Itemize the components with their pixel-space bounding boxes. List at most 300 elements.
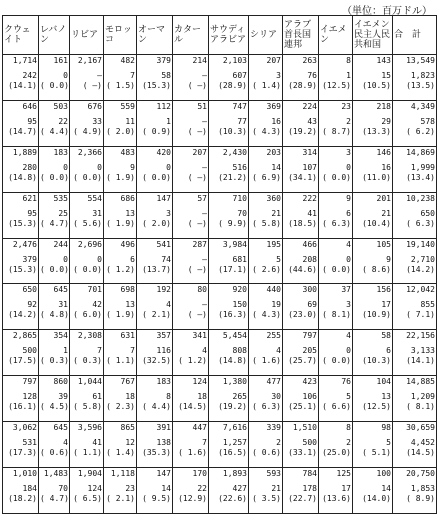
- table-cell: [3, 468, 39, 514]
- total-value: 201: [376, 193, 391, 203]
- table-cell: [39, 55, 70, 101]
- header-row: [3, 16, 437, 55]
- percent-value: ( 8.7): [322, 126, 351, 136]
- table-cell: [283, 330, 319, 376]
- sub-value: 18: [197, 392, 207, 402]
- table-cell: [319, 238, 353, 284]
- total-value: 710: [232, 193, 247, 203]
- table-cell: [70, 55, 104, 101]
- table-cell: [3, 376, 39, 422]
- percent-value: ( 2.0): [106, 126, 135, 136]
- table-cell: [283, 192, 319, 238]
- percent-value: ( 0.3): [40, 356, 69, 366]
- percent-value: ( —): [187, 81, 207, 90]
- total-value: 1,010: [12, 469, 37, 479]
- total-value: 698: [120, 285, 135, 295]
- total-value: 860: [53, 377, 68, 387]
- percent-value: ( 1.5): [106, 81, 135, 90]
- sub-value: —: [202, 254, 207, 264]
- total-value: 676: [87, 101, 102, 111]
- percent-value: ( 6.3): [406, 218, 435, 228]
- total-value: 1,510: [292, 423, 317, 433]
- total-value: 214: [192, 56, 207, 65]
- table-cell: [70, 146, 104, 192]
- total-value: 391: [156, 423, 171, 433]
- table-cell: [70, 330, 104, 376]
- total-value: 1,889: [12, 147, 37, 157]
- percent-value: ( —): [187, 310, 207, 320]
- sub-value: 76: [307, 71, 317, 80]
- percent-value: ( 8.1): [322, 310, 351, 320]
- sub-value: 25: [58, 208, 68, 218]
- percent-value: ( 1.2): [106, 264, 135, 274]
- sub-value: 7: [202, 438, 207, 448]
- sub-value: 4: [276, 346, 281, 356]
- sub-value: 16: [381, 162, 391, 172]
- total-value: 124: [192, 377, 207, 387]
- percent-value: (14.0): [362, 494, 391, 504]
- total-value: 287: [192, 239, 207, 249]
- percent-value: ( 5.6): [73, 218, 102, 228]
- table-cell: [209, 468, 249, 514]
- percent-value: ( 0.0): [322, 172, 351, 182]
- sub-value: 21: [271, 208, 281, 218]
- percent-value: ( 0.0): [40, 264, 69, 274]
- sub-value: 855: [420, 300, 435, 310]
- total-value: 23: [341, 101, 351, 111]
- total-value: 447: [192, 423, 207, 433]
- percent-value: ( 0.9): [142, 126, 171, 136]
- percent-value: (13.5): [406, 81, 435, 90]
- total-value: 466: [302, 239, 317, 249]
- sub-value: 681: [232, 254, 247, 264]
- table-cell: [104, 330, 137, 376]
- total-value: 19,140: [406, 239, 435, 249]
- percent-value: (10.5): [362, 81, 391, 90]
- total-value: 2,308: [77, 331, 102, 341]
- total-value: 147: [156, 469, 171, 479]
- percent-value: ( —): [187, 172, 207, 182]
- total-value: 3,984: [222, 239, 247, 249]
- table-cell: [319, 422, 353, 468]
- percent-value: ( 0.0): [73, 264, 102, 274]
- percent-value: ( 0.6): [252, 448, 281, 458]
- sub-value: 69: [307, 300, 317, 310]
- sub-value: 0: [63, 162, 68, 172]
- sub-value: 379: [22, 254, 37, 264]
- table-cell: [249, 238, 283, 284]
- total-value: 147: [156, 193, 171, 203]
- total-value: 183: [156, 377, 171, 387]
- percent-value: (13.6): [322, 494, 351, 504]
- table-cell: [39, 238, 70, 284]
- total-value: 747: [232, 101, 247, 111]
- table-cell: [104, 100, 137, 146]
- sub-value: 13: [125, 208, 135, 218]
- sub-value: 184: [22, 484, 37, 494]
- percent-value: ( 1.9): [106, 172, 135, 182]
- percent-value: ( 9.9): [218, 218, 247, 228]
- total-value: 4: [346, 239, 351, 249]
- total-value: 1,380: [222, 377, 247, 387]
- total-value: 98: [381, 423, 391, 433]
- total-value: 224: [302, 101, 317, 111]
- total-value: 4,349: [410, 101, 435, 111]
- table-cell: [137, 100, 173, 146]
- sub-value: 124: [87, 484, 102, 494]
- sub-value: 21: [381, 208, 391, 218]
- percent-value: ( 0.0): [322, 356, 351, 366]
- percent-value: ( 4.5): [40, 402, 69, 412]
- table-cell: [283, 146, 319, 192]
- sub-value: 11: [125, 116, 135, 126]
- percent-value: (21.2): [218, 172, 247, 182]
- percent-value: (18.5): [288, 218, 317, 228]
- percent-value: ( 4.9): [73, 126, 102, 136]
- percent-value: ( 4.7): [40, 218, 69, 228]
- total-value: 645: [53, 423, 68, 433]
- sub-value: 1,853: [410, 484, 435, 494]
- percent-value: (14.8): [8, 172, 37, 182]
- table-cell: [249, 422, 283, 468]
- percent-value: (14.2): [8, 310, 37, 320]
- total-value: 2,103: [222, 56, 247, 65]
- sub-value: 178: [302, 484, 317, 494]
- total-value: 7,616: [222, 423, 247, 433]
- total-value: 1,044: [77, 377, 102, 387]
- percent-value: ( 1.2): [178, 356, 207, 366]
- table-cell: [209, 192, 249, 238]
- table-cell: [319, 100, 353, 146]
- percent-value: (12.5): [362, 402, 391, 412]
- table-cell: [249, 330, 283, 376]
- total-value: 143: [376, 56, 391, 65]
- table-row: [3, 55, 437, 101]
- total-value: 379: [156, 56, 171, 65]
- percent-value: (25.0): [322, 448, 351, 458]
- table-cell: [249, 55, 283, 101]
- percent-value: ( 2.3): [106, 402, 135, 412]
- total-value: 161: [53, 56, 68, 65]
- total-value: 156: [376, 285, 391, 295]
- sub-value: 3: [166, 208, 171, 218]
- sub-value: 107: [302, 162, 317, 172]
- percent-value: (14.2): [406, 264, 435, 274]
- sub-value: 531: [22, 438, 37, 448]
- total-value: 9: [346, 193, 351, 203]
- percent-value: (35.3): [142, 448, 171, 458]
- table-cell: [70, 284, 104, 330]
- percent-value: (17.1): [218, 264, 247, 274]
- total-value: 51: [197, 101, 207, 111]
- percent-value: ( 5.8): [252, 218, 281, 228]
- table-cell: [209, 330, 249, 376]
- column-header: アラブ首長国連邦: [283, 16, 319, 55]
- table-row: [3, 330, 437, 376]
- sub-value: 5: [386, 438, 391, 448]
- percent-value: ( 2.6): [252, 264, 281, 274]
- table-cell: [173, 55, 209, 101]
- percent-value: ( 1.4): [106, 448, 135, 458]
- percent-value: (10.3): [362, 356, 391, 366]
- total-value: 2,865: [12, 331, 37, 341]
- table-row: [3, 146, 437, 192]
- sub-value: 150: [232, 300, 247, 310]
- column-header: リビア: [70, 16, 104, 55]
- table-cell: [249, 284, 283, 330]
- table-cell: [137, 422, 173, 468]
- percent-value: ( 0.0): [73, 172, 102, 182]
- sub-value: 1: [63, 346, 68, 356]
- total-value: 30,659: [406, 423, 435, 433]
- sub-value: 500: [302, 438, 317, 448]
- sub-value: 14: [161, 484, 171, 494]
- table-cell: [70, 468, 104, 514]
- sub-value: —: [97, 71, 102, 80]
- total-value: 784: [302, 469, 317, 479]
- sub-value: 1,999: [410, 162, 435, 172]
- percent-value: (18.2): [8, 494, 37, 504]
- sub-value: 70: [237, 208, 247, 218]
- sub-value: —: [202, 162, 207, 172]
- table-cell: [319, 146, 353, 192]
- table-cell: [173, 238, 209, 284]
- sub-value: 22: [58, 116, 68, 126]
- percent-value: (16.3): [218, 310, 247, 320]
- sub-value: 13: [381, 392, 391, 402]
- sub-value: 70: [58, 484, 68, 494]
- sub-value: 128: [22, 392, 37, 402]
- total-value: 100: [376, 469, 391, 479]
- percent-value: ( 1.9): [106, 310, 135, 320]
- table-cell: [173, 422, 209, 468]
- sub-value: 205: [302, 346, 317, 356]
- total-value: 1,904: [77, 469, 102, 479]
- total-value: 207: [192, 147, 207, 157]
- table-cell: [104, 376, 137, 422]
- table-cell: [283, 468, 319, 514]
- sub-value: 208: [302, 254, 317, 264]
- total-value: 554: [87, 193, 102, 203]
- table-cell: [173, 284, 209, 330]
- percent-value: ( 3.5): [252, 494, 281, 504]
- percent-value: (13.3): [362, 126, 391, 136]
- table-cell: [393, 376, 437, 422]
- sub-value: 650: [420, 208, 435, 218]
- total-value: 183: [53, 147, 68, 157]
- sub-value: 77: [237, 116, 247, 126]
- table-cell: [393, 468, 437, 514]
- table-cell: [209, 238, 249, 284]
- table-cell: [104, 192, 137, 238]
- sub-value: 1,823: [410, 71, 435, 80]
- sub-value: 14: [271, 162, 281, 172]
- table-cell: [104, 238, 137, 284]
- sub-value: 1,209: [410, 392, 435, 402]
- table-cell: [39, 100, 70, 146]
- percent-value: (10.3): [218, 126, 247, 136]
- table-cell: [137, 468, 173, 514]
- table-cell: [137, 238, 173, 284]
- total-value: 420: [156, 147, 171, 157]
- sub-value: 31: [58, 300, 68, 310]
- table-cell: [104, 55, 137, 101]
- percent-value: ( 6.6): [322, 402, 351, 412]
- sub-value: 280: [22, 162, 37, 172]
- total-value: 2,430: [222, 147, 247, 157]
- total-value: 621: [22, 193, 37, 203]
- total-value: 20,750: [406, 469, 435, 479]
- total-value: 57: [197, 193, 207, 203]
- total-value: 357: [156, 331, 171, 341]
- table-cell: [283, 100, 319, 146]
- table-cell: [283, 238, 319, 284]
- percent-value: (14.1): [8, 81, 37, 90]
- percent-value: ( 1.1): [106, 356, 135, 366]
- sub-value: 2: [346, 438, 351, 448]
- table-cell: [104, 146, 137, 192]
- percent-value: ( 8.6): [362, 264, 391, 274]
- column-header: シリア: [249, 16, 283, 55]
- table-cell: [209, 284, 249, 330]
- percent-value: (10.9): [362, 310, 391, 320]
- total-value: 12,042: [406, 285, 435, 295]
- percent-value: (28.9): [218, 81, 247, 90]
- total-value: 1,893: [222, 469, 247, 479]
- total-value: 339: [266, 423, 281, 433]
- percent-value: ( 4.4): [40, 126, 69, 136]
- table-row: [3, 376, 437, 422]
- table-cell: [137, 55, 173, 101]
- sub-value: 7: [130, 346, 135, 356]
- total-value: 3,062: [12, 423, 37, 433]
- percent-value: ( 9.5): [142, 494, 171, 504]
- percent-value: ( —): [187, 218, 207, 228]
- sub-value: 5: [346, 392, 351, 402]
- sub-value: 61: [92, 392, 102, 402]
- sub-value: 13: [125, 300, 135, 310]
- sub-value: 500: [22, 346, 37, 356]
- total-value: 369: [266, 101, 281, 111]
- total-value: 14,869: [406, 147, 435, 157]
- percent-value: (13.4): [406, 172, 435, 182]
- percent-value: ( 8.9): [406, 494, 435, 504]
- total-value: 1,118: [110, 469, 135, 479]
- table-cell: [3, 146, 39, 192]
- table-cell: [39, 192, 70, 238]
- table-cell: [319, 55, 353, 101]
- sub-value: 0: [346, 346, 351, 356]
- total-value: 146: [376, 147, 391, 157]
- table-cell: [249, 468, 283, 514]
- total-value: 222: [302, 193, 317, 203]
- sub-value: 9: [130, 162, 135, 172]
- sub-value: 19: [271, 300, 281, 310]
- total-value: 207: [266, 56, 281, 65]
- sub-value: 0: [63, 254, 68, 264]
- table-cell: [209, 146, 249, 192]
- column-header: サウディアラビア: [209, 16, 249, 55]
- column-header: 合 計: [393, 16, 437, 55]
- table-cell: [209, 55, 249, 101]
- total-value: 10,238: [406, 193, 435, 203]
- percent-value: ( 1.9): [106, 218, 135, 228]
- total-value: 503: [53, 101, 68, 111]
- total-value: 645: [53, 285, 68, 295]
- sub-value: 2,710: [410, 254, 435, 264]
- total-value: 593: [266, 469, 281, 479]
- sub-value: 74: [161, 254, 171, 264]
- sub-value: 0: [346, 162, 351, 172]
- sub-value: 3: [276, 71, 281, 80]
- table-cell: [39, 376, 70, 422]
- sub-value: 16: [271, 116, 281, 126]
- table-cell: [353, 422, 393, 468]
- table-cell: [209, 100, 249, 146]
- percent-value: ( 2.0): [142, 218, 171, 228]
- percent-value: ( 6.9): [252, 172, 281, 182]
- percent-value: (19.2): [218, 402, 247, 412]
- percent-value: ( 1.1): [73, 448, 102, 458]
- total-value: 3,596: [77, 423, 102, 433]
- column-header: レバノン: [39, 16, 70, 55]
- column-header: モロッコ: [104, 16, 137, 55]
- sub-value: 9: [386, 254, 391, 264]
- table-row: [3, 100, 437, 146]
- sub-value: 8: [166, 392, 171, 402]
- total-value: 1,714: [12, 56, 37, 65]
- sub-value: 3,133: [410, 346, 435, 356]
- table-row: [3, 192, 437, 238]
- total-value: 2,167: [77, 56, 102, 65]
- percent-value: ( 0.3): [73, 356, 102, 366]
- table-cell: [3, 284, 39, 330]
- table-cell: [393, 422, 437, 468]
- total-value: 631: [120, 331, 135, 341]
- sub-value: 6: [130, 254, 135, 264]
- table-cell: [209, 422, 249, 468]
- table-cell: [283, 422, 319, 468]
- table-cell: [137, 146, 173, 192]
- table-cell: [104, 422, 137, 468]
- percent-value: ( 0.0): [322, 264, 351, 274]
- sub-value: 265: [232, 392, 247, 402]
- table-cell: [353, 330, 393, 376]
- table-cell: [173, 146, 209, 192]
- table-cell: [353, 238, 393, 284]
- table-cell: [3, 100, 39, 146]
- percent-value: (17.3): [8, 448, 37, 458]
- sub-value: 427: [232, 484, 247, 494]
- table-cell: [353, 284, 393, 330]
- percent-value: ( 1.6): [178, 448, 207, 458]
- percent-value: ( 6.3): [252, 402, 281, 412]
- percent-value: (44.6): [288, 264, 317, 274]
- percent-value: ( 4.3): [252, 310, 281, 320]
- sub-value: 29: [381, 116, 391, 126]
- total-value: 440: [266, 285, 281, 295]
- percent-value: (19.2): [288, 126, 317, 136]
- total-value: 650: [22, 285, 37, 295]
- table-cell: [393, 284, 437, 330]
- percent-value: ( 1.4): [252, 81, 281, 90]
- percent-value: (10.4): [362, 218, 391, 228]
- total-value: 767: [120, 377, 135, 387]
- sub-value: 6: [346, 208, 351, 218]
- total-value: 701: [87, 285, 102, 295]
- column-header: イエメン: [319, 16, 353, 55]
- total-value: 125: [336, 469, 351, 479]
